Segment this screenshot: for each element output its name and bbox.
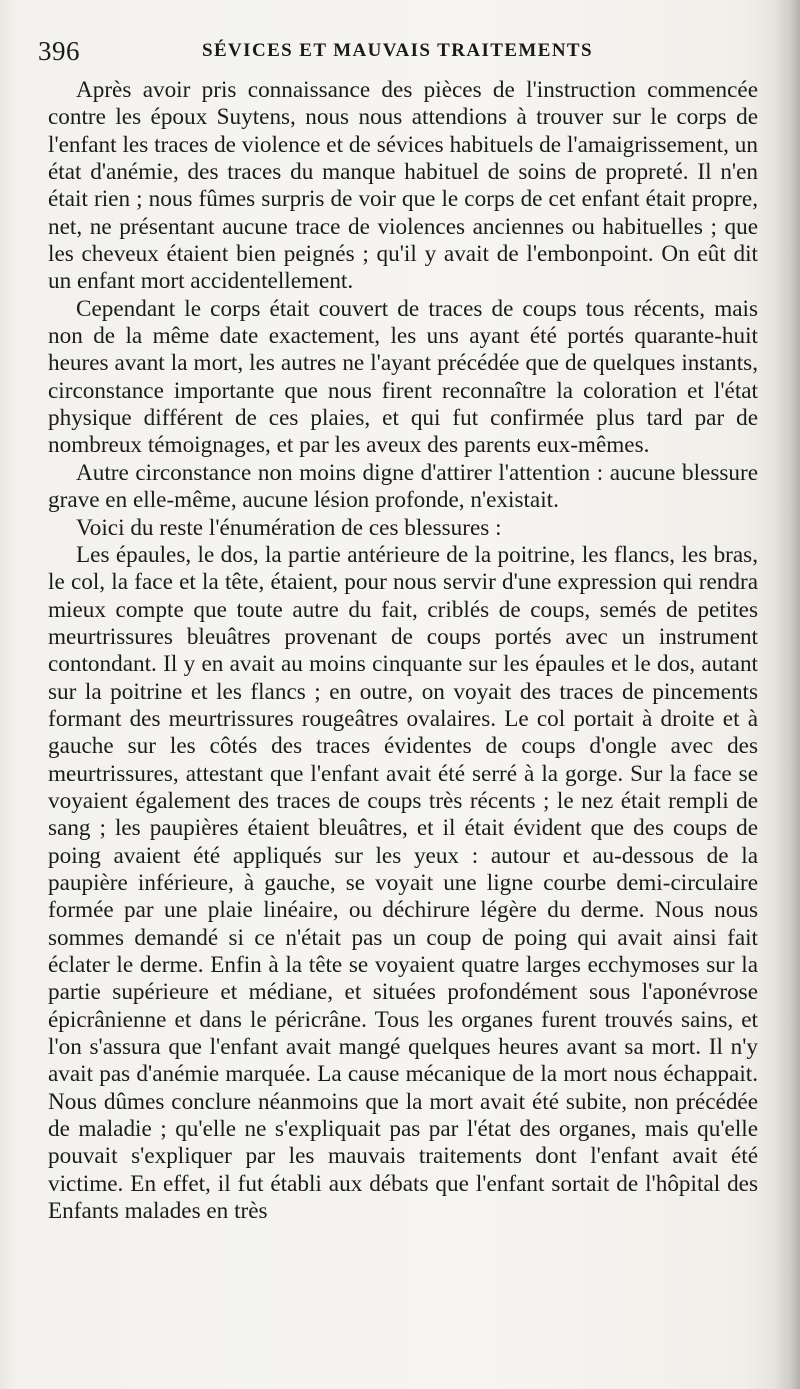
paragraph-enumeration-intro: Voici du reste l'énumération de ces blessures : <box>76 514 502 541</box>
page-edge-shadow <box>774 0 800 1389</box>
paragraph-intro: Après avoir pris connaissance des pièces de l'instruction commencée contre les époux Suytens, nous nous attendions à trouver sur le corps de l'enfant les traces de violence et de sévices habituels de l'amaigrissement, un état d'anémie, des traces du manque habituel de soins de propreté. Il n'en était rien ; nous fûmes surpris de voir que le corps de cet enfant était propre, net, ne présentant aucune trace de violences anciennes ou habituelles ; que les cheveux étaient bien peignés ; qu'il y avait de l'embonpoint. On eût dit un enfant mort accidentellement. <box>48 77 758 295</box>
paragraph-recent-blows: Cependant le corps était couvert de traces de coups tous récents, mais non de la même date exactement, les uns ayant été portés quarante-huit heures avant la mort, les autres ne l'ayant précédée que de quelques instants, circonstance importante que nous firent reconnaître la coloration et l'état physique différent de ces plaies, et qui fut confirmée plus tard par de nombreux témoignages, et par les aveux des parents eux-mêmes. <box>48 295 758 459</box>
running-title: SÉVICES ET MAUVAIS TRAITEMENTS <box>202 40 593 61</box>
page-header <box>38 36 758 76</box>
paragraph-wounds: Les épaules, le dos, la partie antérieure de la poitrine, les flancs, les bras, le col, la face et la tête, étaient, pour nous servir d'une expression qui rendra mieux compte que toute autre du fait, criblés de coups, semés de petites meurtrissures bleuâtres provenant de coups portés avec un instrument contondant. Il y en avait au moins cinquante sur les épaules et le dos, autant sur la poitrine et les flancs ; en outre, on voyait des traces de pincements formant des meurtrissures rougeâtres ovalaires. Le col portait à droite et à gauche sur les côtés des traces évidentes de coups d'ongle avec des meurtrissures, attestant que l'enfant avait été serré à la gorge. Sur la face se voyaient également des traces de coups très récents ; le nez était rempli de sang ; les paupières étaient bleuâtres, et il était évident que des coups de poing avaient été appliqués sur les yeux : autour et au-dessous de la paupière inférieure, à gauche, se voyait une ligne courbe demi-circulaire formée par une plaie linéaire, ou déchirure légère du derme. Nous nous sommes demandé si ce n'était pas un coup de poing qui avait ainsi fait éclater le derme. Enfin à la tête se voyaient quatre larges ecchymoses sur la partie supérieure et médiane, et situées profondément sous l'aponévrose épicrânienne et dans le péricrâne. Tous les organes furent trouvés sains, et l'on s'assura que l'enfant avait mangé quelques heures avant sa mort. Il n'y avait pas d'anémie marquée. La cause mécanique de la mort nous échappait. Nous dûmes conclure néanmoins que la mort avait été subite, non précédée de maladie ; qu'elle ne s'expliquait pas par l'état des organes, mais qu'elle pouvait s'expliquer par les mauvais traitements dont l'enfant avait été victime. En effet, il fut établi aux débats que l'enfant sortait de l'hôpital des Enfants malades en très <box>48 541 758 1225</box>
page-number: 396 <box>38 36 80 66</box>
paragraph-no-grave-wound: Autre circonstance non moins digne d'attirer l'attention : aucune blessure grave en elle-même, aucune lésion profonde, n'existait. <box>48 459 758 514</box>
body-text <box>48 77 758 1225</box>
